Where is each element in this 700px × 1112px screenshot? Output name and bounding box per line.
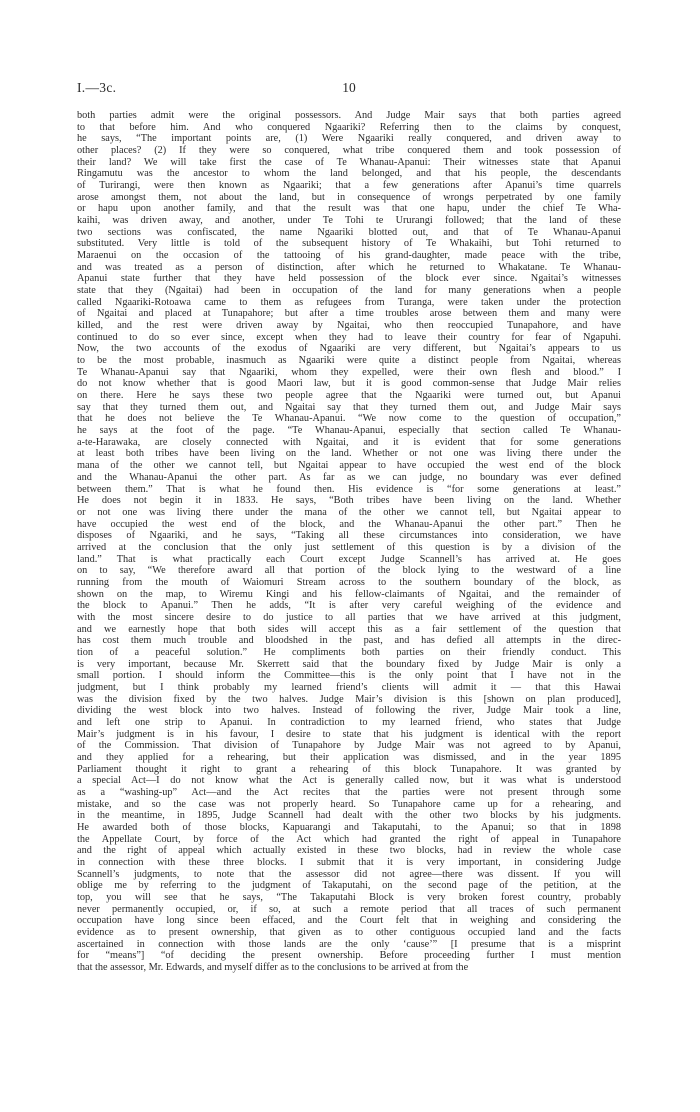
text-line: arrived at the conclusion that the only just settlement of this question is by a division of the xyxy=(77,541,621,553)
text-line: to be the most probable, inasmuch as Ngaariki were quite a distinct people from Ngaitai, whereas xyxy=(77,355,621,367)
text-line: as a “washing-up” Act—and the Act recites that the parties were not present through some xyxy=(77,786,621,798)
text-line: have occupied the west end of the block, and the Whanau-Apanui the other part.” Then he xyxy=(77,518,621,530)
text-line: and they applied for a rehearing, but their application was dismissed, and in the year 1895 xyxy=(77,751,621,763)
text-line: in connection with these three blocks. I submit that it is very important, in considering Judge xyxy=(77,857,621,868)
text-line: of Ngaitai and placed at Tunapahore; but after a time troubles arose between them and many were xyxy=(77,308,621,320)
text-line: and the right of appeal which actually existed in these two blocks, had in review the whole case xyxy=(77,845,621,857)
text-line: on there. Here he says these two people agree that the Ngaariki were turned out, but Apanui xyxy=(77,390,621,402)
text-line: a-te-Harawaka, are closely connected with Ngaitai, and it is evident that for some generations xyxy=(77,436,621,448)
text-line: running from the mouth of Waiomuri Stream across to the southern boundary of the block, as xyxy=(77,576,621,588)
text-line: continued to do so ever since, except when they had to leave their country for fear of Ngapuhi. xyxy=(77,331,621,343)
text-line: Mair’s judgment is in his favour, I desire to state that his judgment is identical with the report xyxy=(77,728,621,740)
text-line: small portion. I should inform the Committee—this is the only point that I have not in the xyxy=(77,670,621,682)
text-line: other places? (2) If they were so conquered, what tribe conquered them and took possession of xyxy=(77,145,621,157)
text-line: Te Whanau-Apanui say that Ngaariki, whom they expelled, were their own flesh and blood.” I xyxy=(77,366,621,378)
text-line: that the assessor, Mr. Edwards, and myself differ as to the conclusions to be arrived at from the xyxy=(77,962,469,974)
body-text xyxy=(77,110,621,974)
text-line: the block to Apanui.” Then he adds, “It is after very careful weighing of the evidence and xyxy=(77,600,621,612)
text-line: and was treated as a person of distinction, after which he returned to Whakatane. Te Whanau- xyxy=(77,261,621,273)
text-line: between them.” That is what he found then. His evidence is “for some generations at least.” xyxy=(77,483,621,495)
text-line: kaihi, was driven away, and another, under Te Tohi te Ururangi followed; that the land of these xyxy=(77,215,621,227)
text-line: has cost them much trouble and bloodshed in the past, and has defied all attempts in the direc- xyxy=(77,635,621,647)
text-line: state that they (Ngaitai) had been in occupation of the land for many generations when a people xyxy=(77,285,621,297)
text-line: was the division fixed by the two halves. Judge Mair’s division is this [shown on plan produced], xyxy=(77,693,621,705)
text-line: Maraenui on the occasion of the tattooing of his grand-daughter, made peace with the tribe, xyxy=(77,250,621,262)
text-line: say that they turned them out, and Ngaitai say that they turned them out, and Judge Mair says xyxy=(77,401,621,413)
text-line: and the Whanau-Apanui the other part. As far as we can judge, no boundary was ever defined xyxy=(77,471,621,483)
text-line: on to say, “We therefore award all that portion of the block lying to the westward of a line xyxy=(77,565,621,577)
text-line: the Appellate Court, by force of the Act which had granted the right of appeal in Tunapahore xyxy=(77,833,621,845)
text-line: oblige me by referring to the judgment of Takaputahi, on the second page of the petition, at the xyxy=(77,880,621,892)
text-line: evidence as to present ownership, that given as to other contiguous occupied land and the facts xyxy=(77,927,621,939)
text-line: Scannell’s judgments, to note that the assessor did not agree—there was dissent. If you will xyxy=(77,868,621,880)
text-line: ascertained in connection with those lands are the only ‘cause’” [I presume that is a misprint xyxy=(77,938,621,950)
text-line: judgment, but I think probably my learned friend’s clients will admit it — that this Hawai xyxy=(77,681,621,693)
text-line: mistake, and so the case was not properly heard. So Tunapahore came up for a rehearing, and xyxy=(77,798,621,810)
text-line: their land? We will take first the case of Te Whanau-Apanui: Their witnesses state that Apanui xyxy=(77,156,621,168)
text-line: both parties admit were the original possessors. And Judge Mair says that both parties agreed xyxy=(77,110,621,121)
text-line: He does not begin it in 1833. He says, “Both tribes have been living on the land. Whether xyxy=(77,495,621,507)
text-line: or hapu upon another family, and that the result was that one hapu, under the chief Te Wha- xyxy=(77,203,621,215)
text-line: killed, and the rest were driven away by Ngaitai, who then reoccupied Tunapahore, and have xyxy=(77,320,621,332)
text-line: he says, “The important points are, (1) Were Ngaariki really conquered, and driven away to xyxy=(77,133,621,145)
text-line: a special Act—I do not know what the Act is generally called now, but it was what is understood xyxy=(77,775,621,787)
text-line: two sections was confiscated, the name Ngaariki blotted out, and that of Te Whanau-Apanui xyxy=(77,226,621,238)
text-line: occupation have long since been effaced, and the Court felt that in weighing and considering the xyxy=(77,915,621,927)
text-line: Now, the two accounts of the exodus of Ngaariki are very different, but Ngaitai’s appears to us xyxy=(77,343,621,355)
text-line: arose amongst them, not about the land, but in consequence of wrongs perpetrated by one family xyxy=(77,191,621,203)
text-line: with the most sincere desire to do justice to all parties that we have arrived at this judgment, xyxy=(77,611,621,623)
text-line: shown on the map, to Wiremu Kingi and his fellow-claimants of Ngaitai, and the remainder of xyxy=(77,588,621,600)
page-number: 10 xyxy=(342,80,356,95)
text-line: at least both tribes have been living on the land. Whether or not one was living there under the xyxy=(77,448,621,460)
text-line: disposes of Ngaariki, and he says, “Taking all these circumstances into consideration, we have xyxy=(77,530,621,542)
text-line: called Ngaariki-Rotoawa came to them as refugees from Turanga, were taken under the protection xyxy=(77,296,621,308)
text-line: do not know whether that is good Maori law, but it is good common-sense that Judge Mair relies xyxy=(77,378,621,390)
text-line: dividing the west block into two halves. Instead of following the river, Judge Mair took a line, xyxy=(77,705,621,717)
text-line: mana of the other we cannot tell, but Ngaitai appear to have occupied the west end of the block xyxy=(77,460,621,472)
paper-reference: I.—3c. xyxy=(77,80,117,95)
page-header xyxy=(77,80,621,102)
text-line: or not one was living there under the mana of the other we cannot tell, but Ngaitai appear to xyxy=(77,506,621,518)
text-line: Apanui state further that they have held possession of the block ever since. Ngaitai’s witnesses xyxy=(77,273,621,285)
text-line: is very important, because Mr. Skerrett said that the boundary fixed by Judge Mair is only a xyxy=(77,658,621,670)
text-line: in the meantime, in 1895, Judge Scannell had dealt with the other two blocks by his judgments. xyxy=(77,810,621,822)
text-line: to that before him. And who conquered Ngaariki? Referring then to the claims by conquest, xyxy=(77,121,621,133)
text-line: for “means”] “of deciding the present ownership. Before proceeding further I must mention xyxy=(77,950,621,962)
text-line: he says at the foot of the page. “Te Whanau-Apanui, especially that section called Te Whanau- xyxy=(77,425,621,437)
text-line: Parliament thought it right to grant a rehearing of this block Tunapahore. It was granted by xyxy=(77,763,621,775)
text-line: substituted. Very little is told of the subsequent history of Te Whakaihi, but Tohi returned to xyxy=(77,238,621,250)
text-line: Ringamutu was the ancestor to whom the land belonged, and that his people, the descendants xyxy=(77,168,621,180)
text-line: and left one strip to Apanui. In contradiction to my learned friend, who states that Judge xyxy=(77,716,621,728)
text-line: and we earnestly hope that both sides will accept this as a fair settlement of the question that xyxy=(77,623,621,635)
text-line: that he does not believe the Te Whanau-Apanui. “We now come to the question of occupation,” xyxy=(77,413,621,425)
text-line: land.” That is what practically each Court except Judge Scannell’s has arrived at. He goes xyxy=(77,553,621,565)
text-line: of Turirangi, were then known as Ngaariki; that a few generations after Apanui’s time quarrels xyxy=(77,180,621,192)
text-line: tion of a peaceful solution.” He compliments both parties on their friendly conduct. This xyxy=(77,646,621,658)
text-line: He awarded both of those blocks, Kapuarangi and Takaputahi, to the Apanui; so that in 1898 xyxy=(77,821,621,833)
text-line: top, you will see that he says, “The Takaputahi Block is very broken forest country, probably xyxy=(77,892,621,904)
text-line: of the Commission. That division of Tunapahore by Judge Mair was not agreed to by Apanui, xyxy=(77,740,621,752)
text-line: never permanently occupied, or, if so, at such a remote period that all traces of such permanent xyxy=(77,903,621,915)
